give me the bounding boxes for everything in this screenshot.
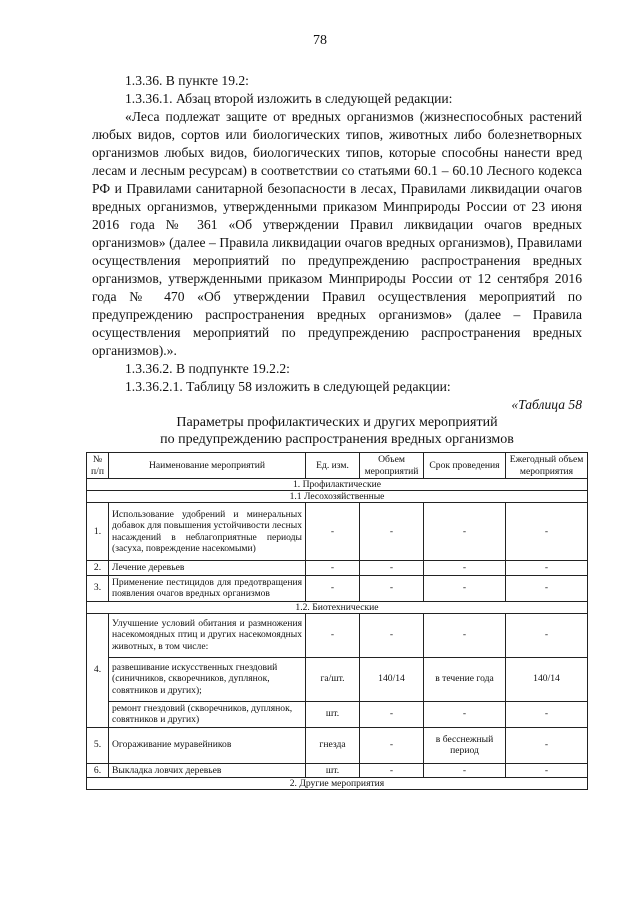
- header-annual: Ежегодный объем мероприятия: [506, 453, 588, 479]
- row-unit: шт.: [306, 763, 360, 778]
- row-unit: -: [306, 561, 360, 576]
- table-row: [87, 727, 588, 763]
- row-annual: -: [506, 727, 588, 763]
- table-row: [87, 561, 588, 576]
- row-num: 1.: [87, 503, 109, 561]
- table-row: [87, 701, 588, 727]
- table-row: [87, 503, 588, 561]
- row-num: 3.: [87, 575, 109, 601]
- row-num: 2.: [87, 561, 109, 576]
- row-annual: -: [506, 701, 588, 727]
- header-unit: Ед. изм.: [306, 453, 360, 479]
- row-volume: -: [360, 503, 424, 561]
- row-term: в течение года: [424, 657, 506, 701]
- row-volume: -: [360, 701, 424, 727]
- row-unit: шт.: [306, 701, 360, 727]
- row-annual: -: [506, 575, 588, 601]
- table-title-2: по предупреждению распространения вредных организмов: [160, 432, 514, 447]
- row-volume: -: [360, 575, 424, 601]
- table-row: [87, 575, 588, 601]
- body-text: [92, 72, 582, 448]
- table-row: [87, 657, 588, 701]
- paragraph-1: 1.3.36. В пункте 19.2:: [125, 73, 249, 88]
- table-row: [87, 763, 588, 778]
- section-header: 1. Профилактические: [87, 479, 588, 491]
- row-volume: -: [360, 763, 424, 778]
- row-annual: -: [506, 613, 588, 657]
- section-header: 1.1 Лесохозяйственные: [87, 491, 588, 503]
- row-name: ремонт гнездовий (скворечников, дуплянок, совятников и других): [109, 701, 306, 727]
- measures-table: [86, 452, 588, 790]
- paragraph-2: 1.3.36.1. Абзац второй изложить в следующей редакции:: [125, 91, 453, 106]
- row-unit: га/шт.: [306, 657, 360, 701]
- header-num: № п/п: [87, 453, 109, 479]
- row-num: 5.: [87, 727, 109, 763]
- section-header: 2. Другие мероприятия: [87, 778, 588, 790]
- row-term: -: [424, 613, 506, 657]
- row-annual: -: [506, 561, 588, 576]
- row-annual: -: [506, 503, 588, 561]
- row-name: Огораживание муравейников: [109, 727, 306, 763]
- row-name: Улучшение условий обитания и размножения насекомоядных птиц и других насекомоядных животных, в том числе:: [109, 613, 306, 657]
- row-annual: -: [506, 763, 588, 778]
- paragraph-5: 1.3.36.2.1. Таблицу 58 изложить в следующей редакции:: [125, 379, 451, 394]
- row-name: Применение пестицидов для предотвращения появления очагов вредных организмов: [109, 575, 306, 601]
- row-unit: гнезда: [306, 727, 360, 763]
- paragraph-3: «Леса подлежат защите от вредных организмов (жизнеспособных растений любых видов, сортов или биологических типов, животных либо болезнетворных организмов любых видов, биологических типов, которые способны нанести вред лесам и лесным ресурсам) в соответствии со статьями 60.1 – 60.10 Лесного кодекса РФ и Правилами санитарной безопасности в лесах, Правилами ликвидации очагов вредных организмов, утвержденными приказом Минприроды России от 23 июня 2016 года № 361 «Об утверждении Правил ликвидации очагов вредных организмов» (далее – Правила ликвидации очагов вредных организмов), Правилами осуществления мероприятий по предупреждению распространения вредных организмов, утвержденными приказом Минприроды России от 12 сентября 2016 года № 470 «Об утверждении Правил осуществления мероприятий по предупреждению распространения вредных организмов» (далее – Правила осуществления мероприятий по предупреждению распространения вредных организмов).».: [92, 109, 582, 358]
- table-row: [87, 613, 588, 657]
- row-num: 4.: [87, 613, 109, 727]
- section-header: 1.2. Биотехнические: [87, 601, 588, 613]
- header-name: Наименование мероприятий: [109, 453, 306, 479]
- row-term: -: [424, 763, 506, 778]
- row-volume: -: [360, 561, 424, 576]
- row-volume: -: [360, 613, 424, 657]
- row-name: Лечение деревьев: [109, 561, 306, 576]
- row-term: -: [424, 503, 506, 561]
- row-term: в бесснежный период: [424, 727, 506, 763]
- row-name: Использование удобрений и минеральных добавок для повышения устойчивости лесных насаждений в неблагоприятные периоды (засуха, повреждение насекомыми): [109, 503, 306, 561]
- row-volume: -: [360, 727, 424, 763]
- row-num: 6.: [87, 763, 109, 778]
- row-annual: 140/14: [506, 657, 588, 701]
- page-number: 78: [313, 33, 327, 48]
- row-term: -: [424, 701, 506, 727]
- row-term: -: [424, 575, 506, 601]
- table-title-1: Параметры профилактических и других мероприятий: [176, 415, 498, 430]
- row-name: развешивание искусственных гнездовий (синичников, скворечников, дуплянок, совятников и других);: [109, 657, 306, 701]
- row-unit: -: [306, 575, 360, 601]
- row-unit: -: [306, 613, 360, 657]
- table-header-row: [87, 453, 588, 479]
- row-name: Выкладка ловчих деревьев: [109, 763, 306, 778]
- row-term: -: [424, 561, 506, 576]
- paragraph-4: 1.3.36.2. В подпункте 19.2.2:: [125, 361, 290, 376]
- row-unit: -: [306, 503, 360, 561]
- row-volume: 140/14: [360, 657, 424, 701]
- header-volume: Объем мероприятий: [360, 453, 424, 479]
- header-term: Срок проведения: [424, 453, 506, 479]
- table-label: «Таблица 58: [511, 397, 582, 412]
